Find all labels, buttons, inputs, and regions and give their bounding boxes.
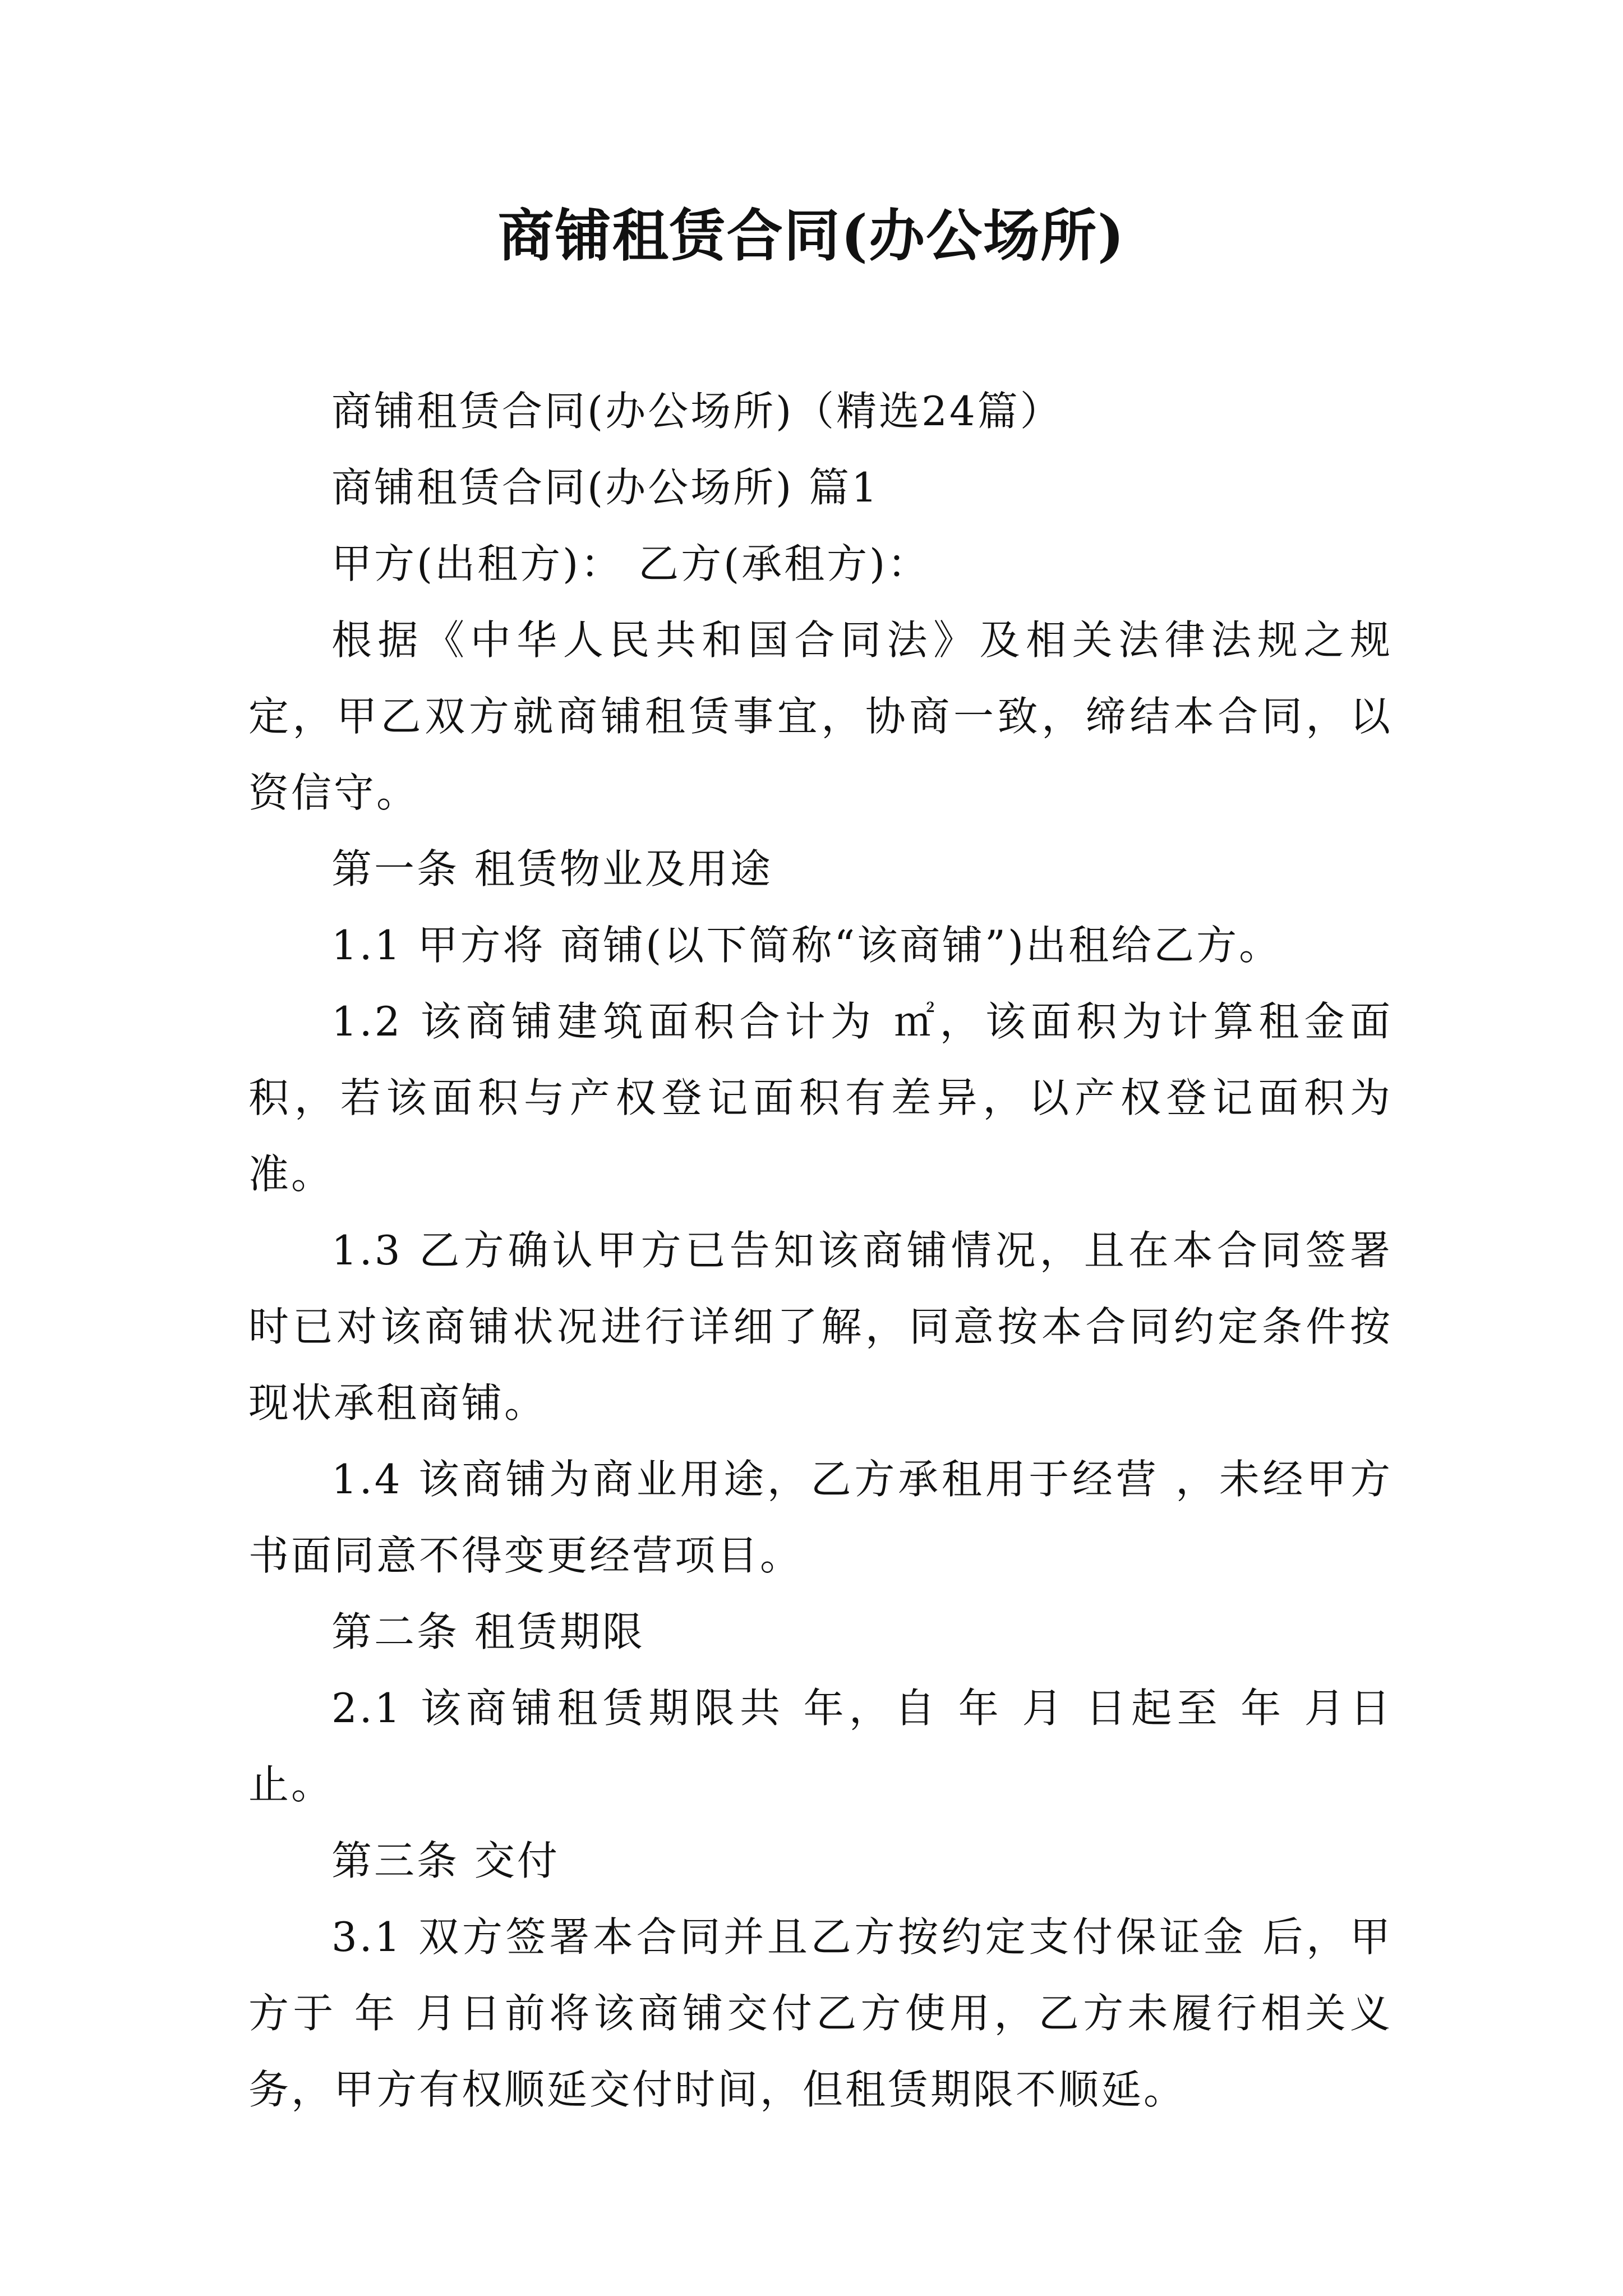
paragraph-parties: 甲方(出租方)： 乙方(承租方)： [331,540,930,587]
document-title: 商铺租赁合同(办公场所) [497,203,1126,269]
paragraph-preamble: 根据《中华人民共和国合同法》及相关法律法规之规定，甲乙双方就商铺租赁事宜，协商一致，缔结本合同，以资信守。 [248,616,1393,816]
article-1-heading: 第一条 租赁物业及用途 [331,845,773,892]
clause-1-4: 1.4 该商铺为商业用途，乙方承租用于经营 ，未经甲方书面同意不得变更经营项目。 [248,1456,1393,1579]
clause-2-1: 2.1 该商铺租赁期限共 年，自 年 月 日起至 年 月日止。 [248,1685,1393,1808]
paragraph-subtitle: 商铺租赁合同(办公场所)（精选24篇） [331,388,1063,435]
paragraph-part-heading: 商铺租赁合同(办公场所) 篇1 [331,464,879,511]
clause-1-3: 1.3 乙方确认甲方已告知该商铺情况，且在本合同签署时已对该商铺状况进行详细了解，同意按本合同约定条件按现状承租商铺。 [248,1227,1393,1427]
document-body [248,373,1393,2128]
clause-3-1: 3.1 双方签署本合同并且乙方按约定支付保证金 后，甲方于 年 月日前将该商铺交付乙方使用，乙方未履行相关义务，甲方有权顺延交付时间，但租赁期限不顺延。 [248,1913,1393,2113]
clause-1-1: 1.1 甲方将 商铺(以下简称“该商铺”)出租给乙方。 [331,922,1282,969]
article-2-heading: 第二条 租赁期限 [331,1608,645,1655]
article-3-heading: 第三条 交付 [331,1837,560,1884]
clause-1-2: 1.2 该商铺建筑面积合计为 ㎡，该面积为计算租金面积，若该面积与产权登记面积有差异，以产权登记面积为准。 [248,998,1393,1198]
